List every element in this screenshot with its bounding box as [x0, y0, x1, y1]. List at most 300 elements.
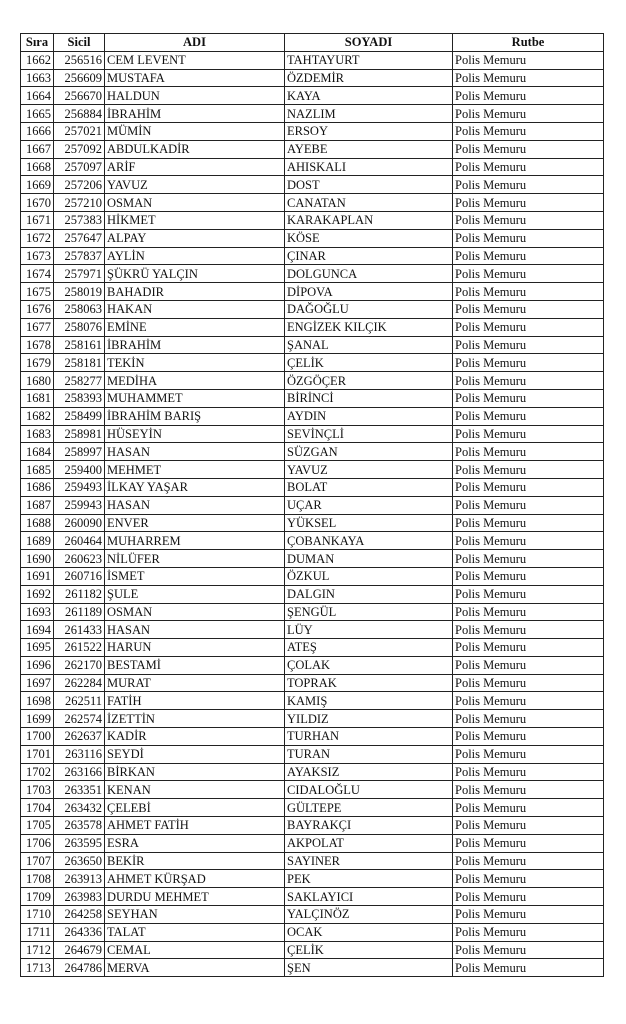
cell-soyadi: TURAN	[285, 745, 453, 763]
cell-rutbe: Polis Memuru	[453, 674, 604, 692]
cell-soyadi: AKPOLAT	[285, 834, 453, 852]
cell-sira: 1706	[21, 834, 54, 852]
cell-sira: 1675	[21, 283, 54, 301]
cell-sicil: 257837	[54, 247, 105, 265]
cell-sira: 1667	[21, 140, 54, 158]
table-row	[21, 176, 604, 194]
cell-sicil: 260090	[54, 514, 105, 532]
personnel-table	[20, 33, 604, 977]
cell-adi: İBRAHİM BARIŞ	[105, 407, 285, 425]
cell-soyadi: PEK	[285, 870, 453, 888]
table-row	[21, 194, 604, 212]
cell-sicil: 263116	[54, 745, 105, 763]
cell-sicil: 264336	[54, 923, 105, 941]
cell-rutbe: Polis Memuru	[453, 923, 604, 941]
cell-soyadi: ENGİZEK KILÇIK	[285, 318, 453, 336]
table-row	[21, 461, 604, 479]
cell-sira: 1696	[21, 656, 54, 674]
cell-sicil: 258499	[54, 407, 105, 425]
table-row	[21, 834, 604, 852]
cell-rutbe: Polis Memuru	[453, 176, 604, 194]
cell-rutbe: Polis Memuru	[453, 852, 604, 870]
cell-adi: HASAN	[105, 496, 285, 514]
cell-soyadi: YILDIZ	[285, 710, 453, 728]
cell-sicil: 258181	[54, 354, 105, 372]
cell-adi: MUSTAFA	[105, 69, 285, 87]
cell-adi: İBRAHİM	[105, 336, 285, 354]
cell-sicil: 262170	[54, 656, 105, 674]
cell-sicil: 261433	[54, 621, 105, 639]
table-row	[21, 300, 604, 318]
cell-adi: CEM LEVENT	[105, 51, 285, 69]
cell-sicil: 258997	[54, 443, 105, 461]
cell-soyadi: ÇELİK	[285, 941, 453, 959]
cell-sira: 1663	[21, 69, 54, 87]
cell-sira: 1684	[21, 443, 54, 461]
cell-sicil: 263595	[54, 834, 105, 852]
cell-rutbe: Polis Memuru	[453, 603, 604, 621]
cell-soyadi: KÖSE	[285, 229, 453, 247]
cell-sicil: 256884	[54, 105, 105, 123]
header-adi: ADI	[105, 34, 285, 52]
cell-sicil: 261522	[54, 639, 105, 657]
table-row	[21, 621, 604, 639]
cell-soyadi: YALÇINÖZ	[285, 906, 453, 924]
cell-sicil: 263983	[54, 888, 105, 906]
cell-soyadi: TAHTAYURT	[285, 51, 453, 69]
cell-sira: 1688	[21, 514, 54, 532]
cell-soyadi: ERSOY	[285, 122, 453, 140]
cell-adi: MUHARREM	[105, 532, 285, 550]
table-row	[21, 639, 604, 657]
cell-adi: HALDUN	[105, 87, 285, 105]
cell-adi: YAVUZ	[105, 176, 285, 194]
cell-rutbe: Polis Memuru	[453, 425, 604, 443]
cell-sicil: 263650	[54, 852, 105, 870]
cell-sicil: 256516	[54, 51, 105, 69]
cell-sicil: 260716	[54, 567, 105, 585]
cell-soyadi: ÇOBANKAYA	[285, 532, 453, 550]
cell-sira: 1700	[21, 728, 54, 746]
cell-sira: 1678	[21, 336, 54, 354]
cell-sira: 1666	[21, 122, 54, 140]
cell-rutbe: Polis Memuru	[453, 372, 604, 390]
cell-rutbe: Polis Memuru	[453, 105, 604, 123]
cell-sira: 1686	[21, 478, 54, 496]
cell-rutbe: Polis Memuru	[453, 69, 604, 87]
cell-adi: AYLİN	[105, 247, 285, 265]
cell-soyadi: DOLGUNCA	[285, 265, 453, 283]
cell-rutbe: Polis Memuru	[453, 247, 604, 265]
cell-rutbe: Polis Memuru	[453, 550, 604, 568]
cell-adi: HASAN	[105, 443, 285, 461]
cell-soyadi: YÜKSEL	[285, 514, 453, 532]
cell-sicil: 262511	[54, 692, 105, 710]
table-row	[21, 87, 604, 105]
table-row	[21, 122, 604, 140]
cell-soyadi: TOPRAK	[285, 674, 453, 692]
cell-sira: 1697	[21, 674, 54, 692]
cell-sira: 1707	[21, 852, 54, 870]
cell-sicil: 261182	[54, 585, 105, 603]
table-row	[21, 318, 604, 336]
cell-adi: ENVER	[105, 514, 285, 532]
cell-sira: 1689	[21, 532, 54, 550]
table-row	[21, 407, 604, 425]
cell-sicil: 260464	[54, 532, 105, 550]
table-row	[21, 336, 604, 354]
cell-sira: 1673	[21, 247, 54, 265]
cell-adi: HÜSEYİN	[105, 425, 285, 443]
cell-adi: İSMET	[105, 567, 285, 585]
cell-sira: 1692	[21, 585, 54, 603]
cell-soyadi: DOST	[285, 176, 453, 194]
cell-sira: 1682	[21, 407, 54, 425]
table-row	[21, 603, 604, 621]
cell-sicil: 262284	[54, 674, 105, 692]
cell-adi: HARUN	[105, 639, 285, 657]
table-row	[21, 710, 604, 728]
cell-sira: 1711	[21, 923, 54, 941]
cell-sira: 1670	[21, 194, 54, 212]
cell-rutbe: Polis Memuru	[453, 728, 604, 746]
cell-sicil: 257647	[54, 229, 105, 247]
cell-rutbe: Polis Memuru	[453, 710, 604, 728]
cell-sicil: 258981	[54, 425, 105, 443]
cell-rutbe: Polis Memuru	[453, 888, 604, 906]
table-row	[21, 692, 604, 710]
cell-soyadi: CANATAN	[285, 194, 453, 212]
cell-rutbe: Polis Memuru	[453, 389, 604, 407]
cell-soyadi: ÇOLAK	[285, 656, 453, 674]
cell-rutbe: Polis Memuru	[453, 140, 604, 158]
cell-sicil: 259400	[54, 461, 105, 479]
cell-sira: 1712	[21, 941, 54, 959]
cell-soyadi: ŞEN	[285, 959, 453, 977]
cell-soyadi: AHISKALI	[285, 158, 453, 176]
cell-sira: 1681	[21, 389, 54, 407]
cell-soyadi: BİRİNCİ	[285, 389, 453, 407]
cell-adi: TEKİN	[105, 354, 285, 372]
cell-adi: ABDULKADİR	[105, 140, 285, 158]
cell-sicil: 258063	[54, 300, 105, 318]
cell-soyadi: TURHAN	[285, 728, 453, 746]
cell-adi: SEYDİ	[105, 745, 285, 763]
cell-sira: 1703	[21, 781, 54, 799]
cell-sicil: 263432	[54, 799, 105, 817]
cell-sicil: 258277	[54, 372, 105, 390]
cell-sira: 1664	[21, 87, 54, 105]
cell-soyadi: GÜLTEPE	[285, 799, 453, 817]
cell-soyadi: LÜY	[285, 621, 453, 639]
cell-sicil: 263913	[54, 870, 105, 888]
header-sira: Sıra	[21, 34, 54, 52]
cell-sira: 1677	[21, 318, 54, 336]
cell-sicil: 258076	[54, 318, 105, 336]
table-row	[21, 354, 604, 372]
cell-adi: İBRAHİM	[105, 105, 285, 123]
cell-soyadi: SEVİNÇLİ	[285, 425, 453, 443]
cell-soyadi: AYDIN	[285, 407, 453, 425]
cell-sicil: 257206	[54, 176, 105, 194]
header-rutbe: Rutbe	[453, 34, 604, 52]
cell-rutbe: Polis Memuru	[453, 336, 604, 354]
cell-sira: 1683	[21, 425, 54, 443]
cell-sira: 1662	[21, 51, 54, 69]
cell-rutbe: Polis Memuru	[453, 461, 604, 479]
cell-soyadi: ÇINAR	[285, 247, 453, 265]
cell-adi: ARİF	[105, 158, 285, 176]
table-row	[21, 941, 604, 959]
cell-soyadi: DAĞOĞLU	[285, 300, 453, 318]
cell-adi: KENAN	[105, 781, 285, 799]
table-row	[21, 265, 604, 283]
table-row	[21, 870, 604, 888]
table-row	[21, 550, 604, 568]
cell-adi: İZETTİN	[105, 710, 285, 728]
cell-sira: 1699	[21, 710, 54, 728]
table-row	[21, 567, 604, 585]
cell-adi: ŞULE	[105, 585, 285, 603]
cell-rutbe: Polis Memuru	[453, 567, 604, 585]
table-row	[21, 799, 604, 817]
cell-sira: 1665	[21, 105, 54, 123]
cell-rutbe: Polis Memuru	[453, 300, 604, 318]
cell-rutbe: Polis Memuru	[453, 158, 604, 176]
cell-sicil: 257971	[54, 265, 105, 283]
cell-adi: MUHAMMET	[105, 389, 285, 407]
cell-rutbe: Polis Memuru	[453, 265, 604, 283]
cell-rutbe: Polis Memuru	[453, 745, 604, 763]
table-row	[21, 425, 604, 443]
cell-soyadi: ŞENGÜL	[285, 603, 453, 621]
header-row	[21, 34, 604, 52]
cell-adi: CEMAL	[105, 941, 285, 959]
cell-rutbe: Polis Memuru	[453, 211, 604, 229]
cell-soyadi: ÖZDEMİR	[285, 69, 453, 87]
cell-sira: 1690	[21, 550, 54, 568]
cell-sira: 1672	[21, 229, 54, 247]
cell-sicil: 257092	[54, 140, 105, 158]
table-row	[21, 674, 604, 692]
table-row	[21, 888, 604, 906]
cell-soyadi: AYAKSIZ	[285, 763, 453, 781]
cell-adi: MEDİHA	[105, 372, 285, 390]
cell-rutbe: Polis Memuru	[453, 51, 604, 69]
cell-sicil: 264679	[54, 941, 105, 959]
table-row	[21, 283, 604, 301]
cell-adi: AHMET FATİH	[105, 817, 285, 835]
cell-adi: ESRA	[105, 834, 285, 852]
table-row	[21, 763, 604, 781]
cell-rutbe: Polis Memuru	[453, 817, 604, 835]
cell-sira: 1694	[21, 621, 54, 639]
cell-rutbe: Polis Memuru	[453, 763, 604, 781]
cell-adi: HİKMET	[105, 211, 285, 229]
cell-rutbe: Polis Memuru	[453, 514, 604, 532]
cell-sira: 1685	[21, 461, 54, 479]
table-row	[21, 158, 604, 176]
cell-sira: 1705	[21, 817, 54, 835]
cell-soyadi: SÜZGAN	[285, 443, 453, 461]
cell-sicil: 264258	[54, 906, 105, 924]
table-row	[21, 372, 604, 390]
cell-rutbe: Polis Memuru	[453, 639, 604, 657]
table-row	[21, 211, 604, 229]
header-sicil: Sicil	[54, 34, 105, 52]
cell-adi: BESTAMİ	[105, 656, 285, 674]
cell-soyadi: KAYA	[285, 87, 453, 105]
table-row	[21, 69, 604, 87]
cell-rutbe: Polis Memuru	[453, 656, 604, 674]
table-row	[21, 906, 604, 924]
table-row	[21, 728, 604, 746]
cell-soyadi: ÖZGÖÇER	[285, 372, 453, 390]
cell-adi: TALAT	[105, 923, 285, 941]
table-row	[21, 229, 604, 247]
cell-rutbe: Polis Memuru	[453, 959, 604, 977]
cell-sira: 1709	[21, 888, 54, 906]
cell-rutbe: Polis Memuru	[453, 870, 604, 888]
cell-soyadi: KAMIŞ	[285, 692, 453, 710]
cell-soyadi: DUMAN	[285, 550, 453, 568]
cell-rutbe: Polis Memuru	[453, 906, 604, 924]
cell-sira: 1708	[21, 870, 54, 888]
cell-rutbe: Polis Memuru	[453, 496, 604, 514]
cell-sicil: 257383	[54, 211, 105, 229]
cell-sicil: 263578	[54, 817, 105, 835]
cell-soyadi: YAVUZ	[285, 461, 453, 479]
cell-soyadi: ÖZKUL	[285, 567, 453, 585]
cell-sira: 1680	[21, 372, 54, 390]
cell-sicil: 258161	[54, 336, 105, 354]
cell-adi: HAKAN	[105, 300, 285, 318]
cell-soyadi: BOLAT	[285, 478, 453, 496]
table-row	[21, 817, 604, 835]
table-row	[21, 478, 604, 496]
table-row	[21, 247, 604, 265]
cell-rutbe: Polis Memuru	[453, 834, 604, 852]
table-row	[21, 140, 604, 158]
table-row	[21, 532, 604, 550]
cell-soyadi: AYEBE	[285, 140, 453, 158]
cell-sicil: 257021	[54, 122, 105, 140]
cell-soyadi: UÇAR	[285, 496, 453, 514]
cell-sira: 1701	[21, 745, 54, 763]
cell-sicil: 258019	[54, 283, 105, 301]
cell-sicil: 258393	[54, 389, 105, 407]
cell-sira: 1687	[21, 496, 54, 514]
cell-adi: İLKAY YAŞAR	[105, 478, 285, 496]
cell-soyadi: SAYINER	[285, 852, 453, 870]
cell-sicil: 262637	[54, 728, 105, 746]
cell-soyadi: NAZLIM	[285, 105, 453, 123]
cell-sicil: 256609	[54, 69, 105, 87]
cell-sira: 1702	[21, 763, 54, 781]
cell-adi: BEKİR	[105, 852, 285, 870]
cell-adi: NİLÜFER	[105, 550, 285, 568]
cell-sicil: 263166	[54, 763, 105, 781]
cell-adi: EMİNE	[105, 318, 285, 336]
cell-sira: 1704	[21, 799, 54, 817]
cell-soyadi: ŞANAL	[285, 336, 453, 354]
table-row	[21, 389, 604, 407]
table-row	[21, 585, 604, 603]
cell-adi: KADİR	[105, 728, 285, 746]
cell-adi: MERVA	[105, 959, 285, 977]
cell-sira: 1698	[21, 692, 54, 710]
cell-sicil: 256670	[54, 87, 105, 105]
cell-adi: MÜMİN	[105, 122, 285, 140]
header-soyadi: SOYADI	[285, 34, 453, 52]
cell-sicil: 257210	[54, 194, 105, 212]
cell-sira: 1674	[21, 265, 54, 283]
cell-soyadi: BAYRAKÇI	[285, 817, 453, 835]
cell-sicil: 257097	[54, 158, 105, 176]
cell-adi: BİRKAN	[105, 763, 285, 781]
cell-adi: DURDU MEHMET	[105, 888, 285, 906]
cell-soyadi: KARAKAPLAN	[285, 211, 453, 229]
cell-rutbe: Polis Memuru	[453, 229, 604, 247]
cell-rutbe: Polis Memuru	[453, 621, 604, 639]
cell-adi: BAHADIR	[105, 283, 285, 301]
table-row	[21, 443, 604, 461]
cell-sira: 1713	[21, 959, 54, 977]
cell-rutbe: Polis Memuru	[453, 692, 604, 710]
cell-rutbe: Polis Memuru	[453, 781, 604, 799]
cell-sicil: 262574	[54, 710, 105, 728]
table-row	[21, 514, 604, 532]
cell-sira: 1679	[21, 354, 54, 372]
cell-sira: 1668	[21, 158, 54, 176]
cell-sicil: 263351	[54, 781, 105, 799]
cell-adi: ŞÜKRÜ YALÇIN	[105, 265, 285, 283]
cell-soyadi: CIDALOĞLU	[285, 781, 453, 799]
cell-adi: OSMAN	[105, 603, 285, 621]
cell-rutbe: Polis Memuru	[453, 532, 604, 550]
cell-sira: 1693	[21, 603, 54, 621]
cell-soyadi: DİPOVA	[285, 283, 453, 301]
table-row	[21, 959, 604, 977]
cell-adi: HASAN	[105, 621, 285, 639]
cell-soyadi: ÇELİK	[285, 354, 453, 372]
cell-sira: 1669	[21, 176, 54, 194]
cell-sicil: 259493	[54, 478, 105, 496]
table-row	[21, 496, 604, 514]
cell-sicil: 264786	[54, 959, 105, 977]
cell-sira: 1676	[21, 300, 54, 318]
cell-adi: FATİH	[105, 692, 285, 710]
cell-adi: MEHMET	[105, 461, 285, 479]
table-row	[21, 852, 604, 870]
table-row	[21, 781, 604, 799]
cell-rutbe: Polis Memuru	[453, 194, 604, 212]
cell-sicil: 259943	[54, 496, 105, 514]
cell-adi: MURAT	[105, 674, 285, 692]
cell-sicil: 260623	[54, 550, 105, 568]
cell-soyadi: SAKLAYICI	[285, 888, 453, 906]
cell-rutbe: Polis Memuru	[453, 87, 604, 105]
cell-rutbe: Polis Memuru	[453, 585, 604, 603]
table-row	[21, 105, 604, 123]
cell-rutbe: Polis Memuru	[453, 122, 604, 140]
cell-soyadi: ATEŞ	[285, 639, 453, 657]
table-row	[21, 745, 604, 763]
cell-rutbe: Polis Memuru	[453, 407, 604, 425]
cell-rutbe: Polis Memuru	[453, 443, 604, 461]
cell-adi: ALPAY	[105, 229, 285, 247]
cell-rutbe: Polis Memuru	[453, 354, 604, 372]
